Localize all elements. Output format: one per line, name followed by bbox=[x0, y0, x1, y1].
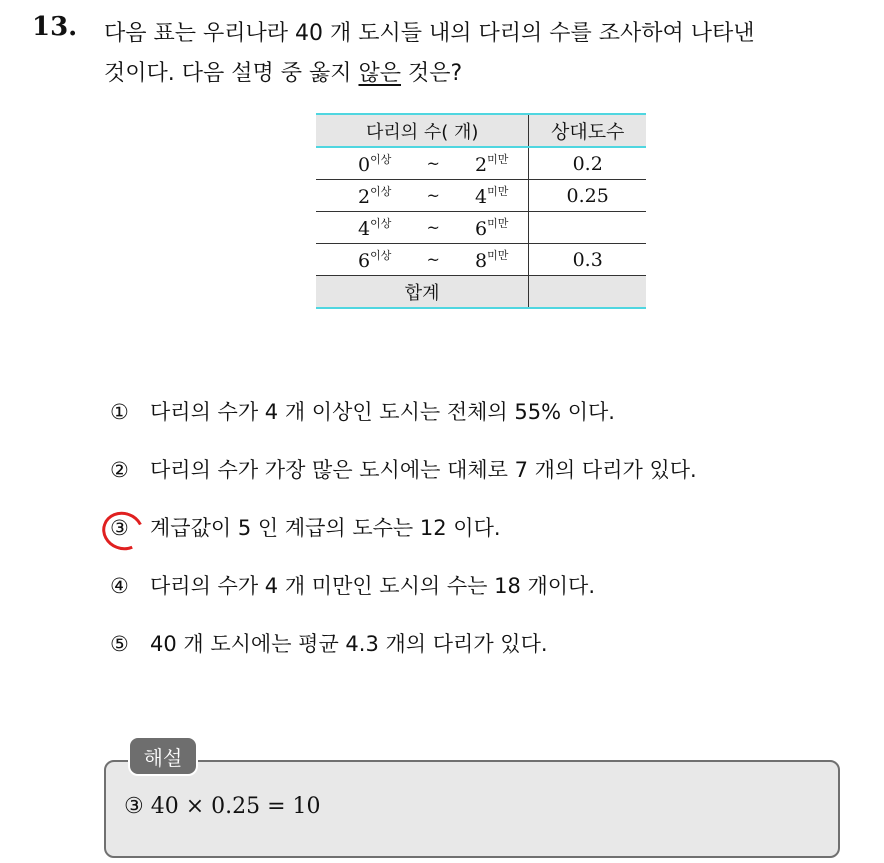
total-label-cell: 합계 bbox=[316, 276, 529, 309]
table-row bbox=[316, 147, 646, 180]
choice-text: 다리의 수가 4 개 미만인 도시의 수는 18 개이다. bbox=[150, 574, 596, 598]
choice-text: 계급값이 5 인 계급의 도수는 12 이다. bbox=[150, 516, 501, 540]
class-range-cell bbox=[316, 147, 529, 180]
choice-marker: ④ bbox=[110, 574, 129, 598]
choice-4[interactable] bbox=[110, 566, 697, 624]
question-stem-line2: 것이다. 다음 설명 중 옳지 않은 것은? bbox=[104, 61, 463, 86]
range-sep: ~ bbox=[426, 154, 440, 173]
choice-marker: ① bbox=[110, 400, 129, 424]
range-high: $4^{미만}$ bbox=[475, 185, 509, 208]
choice-3[interactable] bbox=[110, 508, 697, 566]
range-low: $2^{이상}$ bbox=[358, 185, 392, 208]
total-value-cell bbox=[529, 276, 646, 309]
question-stem bbox=[104, 14, 874, 94]
choice-marker: ⑤ bbox=[110, 632, 129, 656]
explanation-body: ③ 40 × 0.25 = 10 bbox=[124, 794, 321, 819]
range-sep: ~ bbox=[426, 250, 440, 269]
relative-frequency-cell bbox=[529, 212, 646, 244]
answer-choices bbox=[110, 392, 697, 682]
range-high: $6^{미만}$ bbox=[475, 217, 509, 240]
range-sep: ~ bbox=[426, 186, 440, 205]
range-sep: ~ bbox=[426, 218, 440, 237]
choice-1[interactable] bbox=[110, 392, 697, 450]
class-range-cell bbox=[316, 244, 529, 276]
table-row bbox=[316, 244, 646, 276]
explanation-tab-label: 해설 bbox=[128, 736, 198, 776]
range-high: $8^{미만}$ bbox=[475, 249, 509, 272]
choice-marker: ② bbox=[110, 458, 129, 482]
range-low: $4^{이상}$ bbox=[358, 217, 392, 240]
range-high: $2^{미만}$ bbox=[475, 153, 509, 176]
frequency-table bbox=[316, 113, 646, 309]
header-relative-frequency: 상대도수 bbox=[529, 114, 646, 147]
range-low: $0^{이상}$ bbox=[358, 153, 392, 176]
table-row bbox=[316, 180, 646, 212]
relative-frequency-cell: 0.2 bbox=[529, 147, 646, 180]
question-number: 13. bbox=[32, 12, 78, 42]
class-range-cell bbox=[316, 180, 529, 212]
table-row bbox=[316, 212, 646, 244]
choice-text: 40 개 도시에는 평균 4.3 개의 다리가 있다. bbox=[150, 632, 548, 656]
relative-frequency-cell: 0.25 bbox=[529, 180, 646, 212]
underlined-word: 않은 bbox=[358, 61, 401, 86]
table-header-row bbox=[316, 114, 646, 147]
question-stem-line1: 다음 표는 우리나라 40 개 도시들 내의 다리의 수를 조사하여 나타낸 bbox=[104, 21, 755, 46]
range-low: $6^{이상}$ bbox=[358, 249, 392, 272]
choice-text: 다리의 수가 4 개 이상인 도시는 전체의 55% 이다. bbox=[150, 400, 615, 424]
choice-5[interactable] bbox=[110, 624, 697, 682]
relative-frequency-cell: 0.3 bbox=[529, 244, 646, 276]
class-range-cell bbox=[316, 212, 529, 244]
choice-marker: ③ bbox=[110, 508, 150, 548]
choice-text: 다리의 수가 가장 많은 도시에는 대체로 7 개의 다리가 있다. bbox=[150, 458, 697, 482]
choice-2[interactable] bbox=[110, 450, 697, 508]
header-class: 다리의 수( 개) bbox=[316, 114, 529, 147]
table-total-row bbox=[316, 276, 646, 309]
selected-answer-circle-icon bbox=[97, 506, 149, 556]
